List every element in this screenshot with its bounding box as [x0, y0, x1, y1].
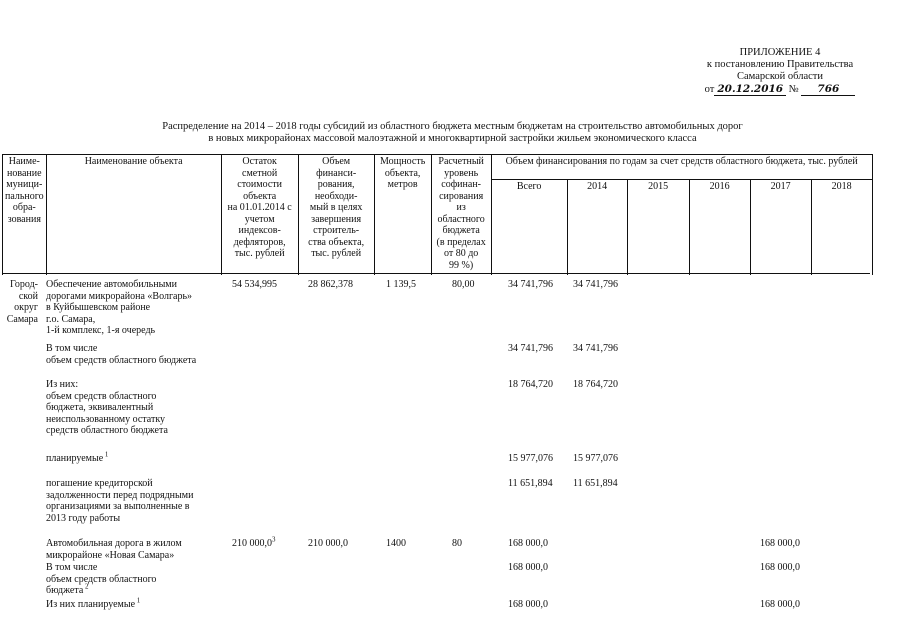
cell-total: 168 000,0: [508, 599, 548, 610]
cell-y2017: 168 000,0: [760, 562, 800, 573]
cell-y2014: 34 741,796: [573, 343, 618, 354]
municipality-line: Самара: [6, 313, 38, 325]
col-year-2018: 2018: [811, 180, 872, 276]
row-description-line: планируемые $^1$: [46, 450, 109, 464]
level-line: софинан-: [441, 179, 482, 190]
row-description-line: дорогами микрорайона «Волгарь»: [46, 290, 193, 302]
col-year-2014: 2014: [567, 180, 627, 276]
volume-line: рования,: [317, 179, 355, 190]
level-line: (в пределах: [436, 236, 486, 248]
appendix-date-line: [660, 83, 900, 96]
cell-level: 80: [452, 538, 462, 549]
cell-total: 34 741,796: [508, 343, 553, 354]
appendix-number: ПРИЛОЖЕНИЕ 4: [739, 47, 821, 58]
cell-y2014: 11 651,894: [573, 478, 618, 489]
row-description: [46, 450, 226, 465]
cell-total: 34 741,796: [508, 279, 553, 290]
col-year-total: Всего: [491, 180, 567, 276]
volume-line: тыс. рублей: [311, 248, 362, 259]
col-municipality: [3, 155, 47, 276]
row-description: [46, 562, 226, 597]
municipality-name: [2, 279, 38, 325]
cell-level: 80,00: [452, 279, 475, 290]
col-year-2016: 2016: [689, 180, 750, 276]
cell-y2017: 168 000,0: [760, 599, 800, 610]
capacity-line: Мощность: [379, 156, 426, 167]
row-description: [46, 478, 226, 524]
row-description: [46, 279, 226, 337]
cell-y2014: 34 741,796: [573, 279, 618, 290]
volume-line: строитель-: [313, 225, 360, 236]
row-description-line: бюджета $^2$: [46, 582, 89, 596]
cell-volume: 210 000,0: [308, 538, 348, 549]
date-prefix: от: [704, 84, 715, 95]
cell-total: 168 000,0: [508, 538, 548, 549]
row-description-line: объем средств областного: [46, 390, 157, 402]
row-description-line: организациями за выполненные в: [46, 501, 190, 512]
row-description-line: бюджета, эквивалентный: [46, 402, 154, 413]
row-description-line: средств областного бюджета: [46, 425, 168, 436]
number-sign: №: [788, 84, 799, 95]
row-description-line: Из них:: [46, 379, 79, 390]
volume-line: завершения: [311, 213, 362, 225]
row-description-line: Автомобильная дорога в жилом: [46, 538, 182, 549]
row-description-line: объем средств областного бюджета: [46, 354, 197, 366]
row-description-line: 2013 году работы: [46, 512, 121, 524]
col-object: Наименование объекта: [46, 155, 221, 276]
municipality-line: Наиме-: [8, 156, 40, 167]
subsidy-table-header: [2, 154, 873, 275]
handwritten-number: 766: [801, 83, 855, 96]
cell-remainder: 210 000,0$^3$: [232, 535, 276, 549]
row-description-line: в Куйбышевском районе: [46, 302, 151, 313]
level-line: Расчетный: [438, 156, 484, 167]
appendix-header: [660, 47, 900, 96]
cell-y2017: 168 000,0: [760, 538, 800, 549]
remainder-line: индексов-: [238, 225, 281, 236]
row-description-line: объем средств областного: [46, 573, 157, 585]
document-title: [0, 121, 905, 145]
row-description-line: микрорайоне «Новая Самара»: [46, 549, 175, 561]
footnote-mark: 1: [103, 450, 109, 459]
volume-line: Объем: [322, 156, 351, 167]
volume-line: мый в целях: [309, 202, 363, 213]
cell-total: 11 651,894: [508, 478, 553, 489]
remainder-line: стоимости: [237, 179, 283, 190]
cell-total: 18 764,720: [508, 379, 553, 390]
remainder-line: объекта: [243, 190, 277, 202]
cell-capacity: 1 139,5: [386, 279, 416, 290]
capacity-line: объекта,: [384, 167, 421, 179]
row-description-line: В том числе: [46, 562, 98, 573]
level-line: уровень: [444, 167, 479, 179]
level-line: из: [456, 202, 466, 213]
row-description: [46, 343, 226, 366]
level-line: от 80 до: [443, 248, 479, 259]
row-description-line: г.о. Самара,: [46, 313, 96, 325]
municipality-line: муници-: [6, 179, 43, 190]
col-level: [431, 155, 491, 276]
col-volume: [298, 155, 374, 276]
cell-y2014: 18 764,720: [573, 379, 618, 390]
municipality-line: обра-: [12, 202, 36, 213]
footnote-mark: 1: [135, 596, 141, 605]
cell-remainder: 54 534,995: [232, 279, 277, 290]
title-line-1: Распределение на 2014 – 2018 годы субсидий из областного бюджета местным бюджетам на строительство автомобильных дорог: [162, 121, 743, 132]
col-remainder: [221, 155, 298, 276]
level-line: 99 %): [449, 259, 474, 271]
level-line: областного: [437, 213, 485, 225]
volume-line: финанси-: [316, 167, 357, 179]
remainder-line: на 01.01.2014 с: [227, 202, 292, 213]
footnote-mark: 2: [83, 582, 89, 591]
municipality-line: пального: [5, 190, 44, 202]
row-description-line: погашение кредиторской: [46, 478, 153, 489]
level-line: сирования: [439, 190, 484, 202]
row-description: [46, 379, 226, 437]
level-line: бюджета: [442, 225, 480, 236]
municipality-line: ской: [18, 290, 38, 302]
row-description: [46, 538, 226, 561]
row-description: [46, 596, 226, 611]
remainder-line: сметной: [242, 167, 278, 179]
volume-line: ства объекта,: [308, 236, 365, 248]
title-line-2: в новых микрорайонах массовой малоэтажной и многоквартирной застройки жильем экономического класса: [208, 133, 697, 144]
cell-total: 15 977,076: [508, 453, 553, 464]
remainder-line: тыс. рублей: [234, 248, 285, 259]
remainder-line: учетом: [244, 213, 275, 225]
appendix-resolution: к постановлению Правительства: [706, 59, 854, 70]
municipality-line: Город-: [9, 279, 38, 290]
row-description-line: задолженности перед подрядными: [46, 489, 194, 501]
row-description-line: 1-й комплекс, 1-я очередь: [46, 325, 156, 336]
remainder-line: дефляторов,: [233, 236, 286, 248]
capacity-line: метров: [387, 179, 418, 190]
cell-total: 168 000,0: [508, 562, 548, 573]
col-year-2017: 2017: [750, 180, 811, 276]
appendix-region: Самарской области: [737, 71, 823, 82]
row-description-line: Из них планируемые $^1$: [46, 596, 141, 610]
row-description-line: Обеспечение автомобильными: [46, 279, 177, 290]
row-description-line: неиспользованному остатку: [46, 413, 166, 425]
row-description-line: В том числе: [46, 343, 98, 354]
header-bottom-rule: [2, 273, 870, 274]
cell-volume: 28 862,378: [308, 279, 353, 290]
remainder-line: Остаток: [242, 156, 277, 167]
municipality-line: нование: [7, 167, 42, 179]
volume-line: необходи-: [314, 190, 358, 202]
municipality-line: зования: [7, 213, 41, 225]
cell-capacity: 1400: [386, 538, 406, 549]
municipality-line: округ: [14, 302, 38, 313]
col-capacity: [374, 155, 431, 276]
cell-y2014: 15 977,076: [573, 453, 618, 464]
col-financing-group: Объем финансирования по годам за счет средств областного бюджета, тыс. рублей: [491, 155, 872, 180]
footnote-mark: 3: [272, 535, 276, 544]
col-year-2015: 2015: [627, 180, 689, 276]
handwritten-date: 20.12.2016: [714, 83, 786, 96]
